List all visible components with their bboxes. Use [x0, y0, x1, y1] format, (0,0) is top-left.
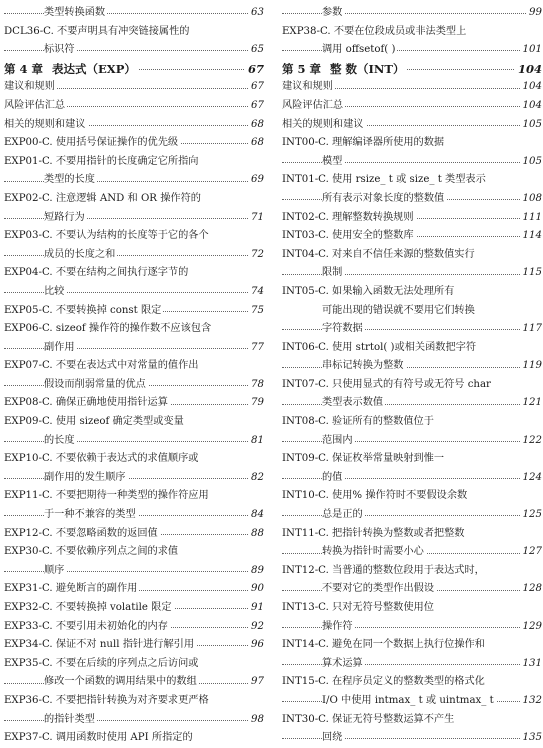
- toc-entry: [4, 153, 264, 172]
- toc-entry-title: 相关的规则和建议: [282, 118, 364, 130]
- toc-entry: [282, 636, 542, 655]
- toc-entry: [4, 283, 264, 302]
- toc-entry-title: 的长度: [44, 434, 75, 446]
- toc-entry-title: 副作用: [44, 341, 75, 353]
- toc-entry: [282, 78, 542, 97]
- toc-entry: [4, 413, 264, 432]
- dot-leader: [4, 13, 264, 14]
- toc-entry: [282, 41, 542, 60]
- dot-leader: [282, 274, 542, 275]
- toc-right-column: [282, 4, 542, 748]
- toc-entry: [282, 209, 542, 228]
- toc-entry-title: 风险评估汇总: [282, 99, 344, 111]
- toc-entry-title: EXP00-C. 使用括号保证操作的优先级: [4, 137, 179, 149]
- toc-left-column: [4, 4, 264, 748]
- page-number: 81: [248, 432, 264, 451]
- dot-leader: [4, 348, 264, 349]
- toc-entry: [282, 339, 542, 358]
- toc-entry-title: EXP37-C. 调用函数时使用 API 所指定的: [4, 732, 193, 744]
- page-number: 104: [515, 60, 542, 79]
- toc-entry: [4, 41, 264, 60]
- toc-entry-title: 标识符: [44, 44, 75, 56]
- toc-entry-title: 建议和规则: [4, 81, 55, 93]
- dot-leader: [4, 181, 264, 182]
- toc-entry: [282, 302, 542, 321]
- toc-entry: [282, 153, 542, 172]
- page-number: 89: [248, 562, 264, 581]
- page-number: 131: [520, 655, 542, 674]
- toc-entry-title: INT13-C. 只对无符号整数使用位: [282, 602, 434, 613]
- toc-entry: [4, 97, 264, 116]
- toc-entry-title: EXP08-C. 确保正确地使用指针运算: [4, 397, 168, 409]
- toc-entry: [4, 618, 264, 637]
- page-number: 101: [520, 41, 542, 60]
- toc-chapter-entry: [4, 60, 264, 79]
- page-number: 132: [520, 692, 542, 711]
- toc-entry: [282, 97, 542, 116]
- toc-entry: [282, 729, 542, 748]
- page-number: 99: [526, 4, 542, 23]
- page-number: 63: [248, 4, 264, 23]
- toc-entry: [282, 525, 542, 544]
- chapter-title: 整 数（INT）: [330, 61, 405, 76]
- toc-entry: [282, 543, 542, 562]
- dot-leader: [282, 13, 542, 14]
- page-number: 119: [520, 357, 542, 376]
- page-number: 121: [520, 394, 542, 413]
- toc-entry-title: 不要对它的类型作出假设: [322, 583, 435, 595]
- page-number: 69: [248, 171, 264, 190]
- page-number: 105: [520, 153, 542, 172]
- toc-entry: [4, 506, 264, 525]
- toc-entry-title: 的指针类型: [44, 713, 95, 725]
- toc-entry: [4, 729, 264, 748]
- toc-entry: [4, 78, 264, 97]
- toc-entry-title: 副作用的发生顺序: [44, 471, 126, 483]
- page-number: 117: [520, 320, 542, 339]
- toc-entry: [282, 487, 542, 506]
- toc-entry-title: I/O 中使用 intmax_ t 或 uintmax_ t: [322, 694, 494, 706]
- toc-entry-title: 顺序: [44, 564, 65, 576]
- toc-entry: [282, 320, 542, 339]
- toc-entry: [4, 525, 264, 544]
- toc-entry: [282, 246, 542, 265]
- toc-entry-title: 类型转换函数: [44, 7, 106, 18]
- page-number: 71: [248, 209, 264, 228]
- toc-entry: [282, 227, 542, 246]
- toc-entry-title: INT09-C. 保证枚举常量映射到惟一: [282, 453, 445, 465]
- dot-leader: [4, 50, 264, 51]
- toc-entry-title: 建议和规则: [282, 81, 333, 93]
- toc-entry: [282, 432, 542, 451]
- toc-entry-title: 类型的长度: [44, 174, 95, 186]
- toc-entry: [4, 655, 264, 674]
- page-number: 111: [520, 209, 542, 228]
- toc-entry: [282, 190, 542, 209]
- toc-entry-title: INT03-C. 使用安全的整数库: [282, 230, 414, 242]
- toc-entry: [4, 432, 264, 451]
- toc-entry: [4, 116, 264, 135]
- toc-entry-title: INT05-C. 如果输入函数无法处理所有: [282, 285, 455, 297]
- toc-entry: [4, 246, 264, 265]
- toc-entry-title: EXP05-C. 不要转换掉 const 限定: [4, 304, 162, 316]
- page-number: 92: [248, 618, 264, 637]
- page-number: 97: [248, 673, 264, 692]
- toc-entry: [4, 357, 264, 376]
- dot-leader: [282, 50, 542, 51]
- dot-leader: [282, 404, 542, 405]
- page-number: 115: [520, 264, 542, 283]
- toc-entry: [4, 487, 264, 506]
- page-number: 125: [520, 506, 542, 525]
- toc-entry: [282, 376, 542, 395]
- toc-entry-title: EXP12-C. 不要忽略函数的返回值: [4, 527, 158, 539]
- toc-entry-title: EXP03-C. 不要认为结构的长度等于它的各个: [4, 230, 209, 242]
- dot-leader: [282, 162, 542, 163]
- toc-entry-title: INT00-C. 理解编译器所使用的数据: [282, 137, 445, 149]
- toc-entry: [4, 692, 264, 711]
- toc-entry: [282, 562, 542, 581]
- page-number: 78: [248, 376, 264, 395]
- toc-entry: [282, 264, 542, 283]
- toc-entry-title: EXP34-C. 保证不对 null 指针进行解引用: [4, 639, 195, 651]
- page-number: 122: [520, 432, 542, 451]
- chapter-number: 第 5 章: [282, 61, 322, 76]
- page-number: 82: [248, 469, 264, 488]
- toc-entry-title: EXP10-C. 不要依赖于表达式的求值顺序或: [4, 453, 199, 465]
- page-number: 124: [520, 469, 542, 488]
- toc-entry: [282, 599, 542, 618]
- toc-entry-title: 转换为指针时需要小心: [322, 546, 424, 558]
- toc-entry-title: [4, 62, 138, 76]
- page-number: 67: [248, 78, 264, 97]
- page-number: 72: [248, 246, 264, 265]
- toc-entry: [4, 209, 264, 228]
- toc-entry: [282, 4, 542, 23]
- page-number: 127: [520, 543, 542, 562]
- toc-entry: [4, 636, 264, 655]
- toc-entry-title: EXP32-C. 不要转换掉 volatile 限定: [4, 602, 172, 613]
- toc-entry: [4, 302, 264, 321]
- page-number: 68: [248, 116, 264, 135]
- toc-entry-title: EXP04-C. 不要在结构之间执行逐字节的: [4, 267, 189, 279]
- toc-entry: [4, 580, 264, 599]
- toc-entry-title: INT30-C. 保证无符号整数运算不产生: [282, 713, 455, 725]
- toc-entry: [4, 376, 264, 395]
- toc-entry: [4, 320, 264, 339]
- toc-entry: [282, 469, 542, 488]
- toc-entry: [282, 692, 542, 711]
- page-number: 96: [248, 636, 264, 655]
- toc-entry-title: 相关的规则和建议: [4, 118, 86, 130]
- toc-entry: [4, 711, 264, 730]
- toc-entry: [4, 599, 264, 618]
- dot-leader: [282, 329, 542, 330]
- dot-leader: [4, 720, 264, 721]
- page-number: 135: [520, 729, 542, 748]
- page-number: 79: [248, 394, 264, 413]
- toc-entry-title: INT02-C. 理解整数转换规则: [282, 211, 414, 223]
- toc-entry-title: EXP30-C. 不要依赖序列点之间的求值: [4, 546, 179, 558]
- toc-entry: [4, 469, 264, 488]
- toc-entry: [4, 673, 264, 692]
- dot-leader: [282, 664, 542, 665]
- toc-entry: [282, 394, 542, 413]
- toc-entry-title: 范围内: [322, 434, 353, 446]
- toc-entry: [282, 655, 542, 674]
- toc-entry-title: 假设而削弱常量的优点: [44, 378, 146, 390]
- dot-leader: [282, 441, 542, 442]
- toc-entry-title: EXP02-C. 注意逻辑 AND 和 OR 操作符的: [4, 192, 201, 204]
- toc-entry: [4, 4, 264, 23]
- toc-entry-title: 可能出现的错误就不要用它们转换: [322, 304, 475, 316]
- toc-entry-title: EXP38-C. 不要在位段成员或非法类型上: [282, 25, 467, 37]
- toc-entry-title: 成员的长度之和: [44, 248, 116, 260]
- dot-leader: [4, 292, 264, 293]
- toc-entry-title: 所有表示对象长度的整数值: [322, 192, 445, 204]
- page-number: 77: [248, 339, 264, 358]
- toc-entry-title: 修改一个函数的调用结果中的数组: [44, 676, 197, 688]
- toc-chapter-entry: [282, 60, 542, 79]
- toc-entry-title: 比较: [44, 285, 65, 297]
- toc-entry: [282, 711, 542, 730]
- dot-leader: [4, 218, 264, 219]
- toc-entry-title: EXP11-C. 不要把期待一种类型的操作符应用: [4, 490, 209, 502]
- toc-entry-title: 模型: [322, 155, 343, 167]
- dot-leader: [4, 571, 264, 572]
- toc-entry-title: EXP07-C. 不要在表达式中对常量的值作出: [4, 360, 199, 372]
- toc-entry: [282, 171, 542, 190]
- chapter-number: 第 4 章: [4, 61, 44, 76]
- toc-entry: [282, 618, 542, 637]
- toc-entry-title: 风险评估汇总: [4, 99, 66, 111]
- page-number: 88: [248, 525, 264, 544]
- toc-entry-title: EXP09-C. 使用 sizeof 确定类型或变量: [4, 416, 184, 428]
- toc-entry-title: INT04-C. 对来自不信任来源的整数值实行: [282, 248, 475, 260]
- page-number: 105: [520, 116, 542, 135]
- toc-entry: [282, 580, 542, 599]
- toc-entry: [4, 134, 264, 153]
- toc-entry: [4, 339, 264, 358]
- toc-entry: [4, 450, 264, 469]
- page-number: 65: [248, 41, 264, 60]
- page-number: 68: [248, 134, 264, 153]
- dot-leader: [282, 478, 542, 479]
- toc-entry-title: 操作符: [322, 620, 353, 632]
- toc-entry: [4, 562, 264, 581]
- page-number: 108: [520, 190, 542, 209]
- toc-entry-title: EXP01-C. 不要用指针的长度确定它所指向: [4, 155, 199, 167]
- toc-entry-title: EXP33-C. 不要引用未初始化的内存: [4, 620, 168, 632]
- toc-entry: [4, 171, 264, 190]
- toc-entry: [4, 190, 264, 209]
- toc-entry-title: EXP31-C. 避免断言的副作用: [4, 583, 138, 595]
- toc-entry-title: EXP06-C. sizeof 操作符的操作数不应该包含: [4, 323, 212, 335]
- toc-entry: [4, 543, 264, 562]
- page-number: 104: [520, 78, 542, 97]
- toc-entry-title: 字符数据: [322, 323, 363, 335]
- toc-entry: [282, 283, 542, 302]
- toc-entry-title: 调用 offsetof( ): [322, 44, 396, 56]
- page-number: 67: [248, 97, 264, 116]
- dot-leader: [282, 515, 542, 516]
- toc-entry-title: INT08-C. 验证所有的整数值位于: [282, 416, 434, 428]
- toc-entry-title: 算术运算: [322, 657, 363, 669]
- toc-entry: [282, 116, 542, 135]
- toc-entry: [282, 450, 542, 469]
- toc-entry-title: 类型表示数值: [322, 397, 384, 409]
- toc-entry: [282, 506, 542, 525]
- toc-entry-title: INT14-C. 避免在同一个数据上执行位操作和: [282, 639, 485, 651]
- dot-leader: [4, 478, 264, 479]
- page-number: 104: [520, 97, 542, 116]
- toc-entry: [282, 673, 542, 692]
- dot-leader: [282, 738, 542, 739]
- toc-entry: [4, 264, 264, 283]
- toc-entry-title: 短路行为: [44, 211, 85, 223]
- page-number: 114: [520, 227, 542, 246]
- toc-entry-title: INT07-C. 只使用显式的有符号或无符号 char: [282, 378, 491, 390]
- toc-entry-title: INT12-C. 当普通的整数位段用于表达式时，: [282, 564, 485, 576]
- toc-entry: [4, 227, 264, 246]
- page-number: 74: [248, 283, 264, 302]
- dot-leader: [282, 627, 542, 628]
- toc-entry: [282, 23, 542, 42]
- toc-entry-title: [282, 62, 406, 76]
- chapter-title: 表达式（EXP）: [52, 61, 136, 76]
- toc-entry-title: 串标记转换为整数: [322, 360, 404, 372]
- toc-entry-title: EXP36-C. 不要把指针转换为对齐要求更严格: [4, 694, 209, 706]
- toc-entry-title: INT15-C. 在程序员定义的整数类型的格式化: [282, 676, 485, 688]
- toc-entry: [4, 23, 264, 42]
- toc-entry-title: INT01-C. 使用 rsize_ t 或 size_ t 类型表示: [282, 174, 486, 186]
- toc-entry: [282, 134, 542, 153]
- dot-leader: [4, 255, 264, 256]
- page-number: 75: [248, 302, 264, 321]
- toc-entry-title: 的值: [322, 471, 343, 483]
- toc-entry-title: 回绕: [322, 732, 343, 744]
- toc-entry-title: INT11-C. 把指针转换为整数或者把整数: [282, 527, 465, 539]
- toc-entry: [4, 394, 264, 413]
- toc-entry: [282, 357, 542, 376]
- toc-entry-title: EXP35-C. 不要在后续的序列点之后访问或: [4, 657, 199, 669]
- page-number: 91: [248, 599, 264, 618]
- page-number: 129: [520, 618, 542, 637]
- toc-entry-title: INT06-C. 使用 strtol( )或相关函数把字符: [282, 341, 477, 353]
- toc-entry-title: 参数: [322, 7, 343, 18]
- page-number: 90: [248, 580, 264, 599]
- page-number: 67: [245, 60, 264, 79]
- toc-entry-title: 限制: [322, 267, 343, 279]
- toc-entry-title: DCL36-C. 不要声明具有冲突链接属性的: [4, 25, 190, 37]
- toc-entry: [282, 413, 542, 432]
- page-number: 128: [520, 580, 542, 599]
- toc-entry-title: 于一种不兼容的类型: [44, 509, 136, 521]
- dot-leader: [282, 367, 542, 368]
- toc-entry-title: INT10-C. 使用% 操作符时不要假设余数: [282, 490, 468, 502]
- dot-leader: [4, 441, 264, 442]
- toc-entry-title: 总是正的: [322, 509, 363, 521]
- page-number: 84: [248, 506, 264, 525]
- page-number: 98: [248, 711, 264, 730]
